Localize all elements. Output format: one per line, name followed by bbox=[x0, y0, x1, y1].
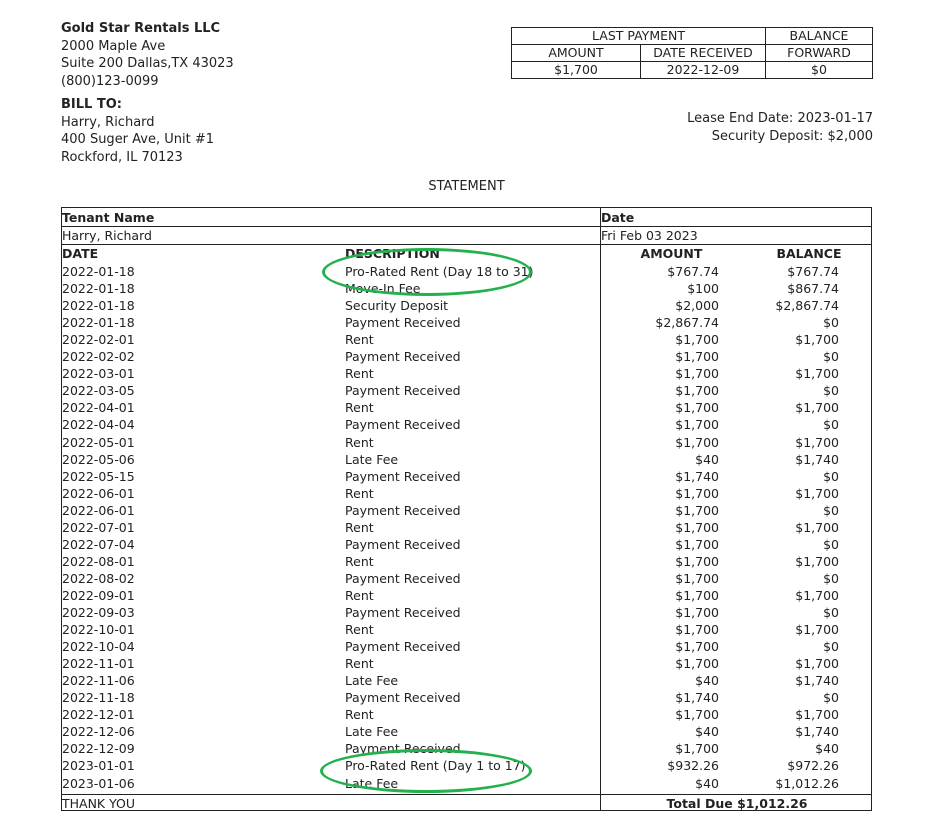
row-amount: $40 bbox=[695, 673, 719, 689]
row-balance: $0 bbox=[823, 383, 839, 399]
row-balance: $0 bbox=[823, 536, 839, 552]
date-label: Date bbox=[601, 210, 635, 225]
bill-to-name: Harry, Richard bbox=[61, 114, 155, 130]
table-row bbox=[62, 536, 871, 553]
row-description: Payment Received bbox=[345, 639, 461, 655]
row-balance: $0 bbox=[823, 468, 839, 484]
row-balance: $0 bbox=[823, 315, 839, 331]
row-amount: $1,700 bbox=[675, 605, 719, 620]
table-row bbox=[62, 331, 871, 348]
table-row bbox=[62, 638, 871, 655]
row-description: Pro-Rated Rent (Day 18 to 31) bbox=[345, 264, 534, 279]
row-balance: $0 bbox=[823, 639, 839, 655]
row-description: Payment Received bbox=[345, 536, 461, 552]
row-balance: $1,700 bbox=[795, 622, 839, 638]
row-balance: $1,012.26 bbox=[775, 775, 839, 791]
row-amount: $1,700 bbox=[675, 332, 719, 348]
row-description: Rent bbox=[345, 434, 374, 450]
statement-title: STATEMENT bbox=[428, 179, 505, 194]
row-amount: $932.26 bbox=[667, 758, 719, 774]
row-amount: $1,700 bbox=[675, 639, 719, 655]
row-description: Rent bbox=[345, 656, 374, 672]
row-description: Rent bbox=[345, 366, 374, 382]
last-payment-date: 2022-12-09 bbox=[641, 62, 766, 79]
row-amount: $1,700 bbox=[675, 400, 719, 416]
row-description: Rent bbox=[345, 485, 374, 501]
row-amount: $1,740 bbox=[675, 690, 719, 706]
row-date: 2022-08-02 bbox=[62, 570, 135, 586]
balance-forward-value: $0 bbox=[766, 62, 873, 79]
row-date: 2022-08-01 bbox=[62, 553, 135, 569]
table-row bbox=[62, 587, 871, 604]
row-amount: $1,700 bbox=[675, 536, 719, 552]
row-description: Rent bbox=[345, 587, 374, 603]
row-date: 2022-11-06 bbox=[62, 673, 135, 689]
row-amount: $1,700 bbox=[675, 485, 719, 501]
row-amount: $1,700 bbox=[675, 519, 719, 535]
row-balance: $1,700 bbox=[795, 553, 839, 569]
row-date: 2022-01-18 bbox=[62, 315, 135, 331]
col-date-header: DATE bbox=[62, 246, 99, 261]
highlight-circle-top bbox=[322, 248, 532, 296]
col-amount-header: AMOUNT bbox=[640, 246, 703, 261]
row-description: Rent bbox=[345, 707, 374, 723]
row-date: 2022-09-03 bbox=[62, 605, 135, 620]
tenant-label-row bbox=[62, 209, 871, 226]
row-balance: $0 bbox=[823, 570, 839, 586]
table-row bbox=[62, 502, 871, 519]
row-balance: $0 bbox=[823, 349, 839, 365]
row-amount: $1,700 bbox=[675, 502, 719, 518]
row-balance: $972.26 bbox=[787, 758, 839, 774]
row-description: Late Fee bbox=[345, 673, 399, 689]
row-date: 2022-09-01 bbox=[62, 587, 135, 603]
row-amount: $1,700 bbox=[675, 741, 719, 757]
table-row bbox=[62, 451, 871, 468]
row-description: Payment Received bbox=[345, 315, 461, 331]
row-balance: $0 bbox=[823, 502, 839, 518]
row-description: Rent bbox=[345, 400, 374, 416]
row-date: 2022-12-09 bbox=[62, 741, 135, 757]
table-row bbox=[62, 672, 871, 689]
row-amount: $40 bbox=[695, 451, 719, 467]
company-name: Gold Star Rentals LLC bbox=[61, 21, 221, 36]
row-description: Payment Received bbox=[345, 690, 461, 706]
last-payment-amount: $1,700 bbox=[512, 62, 641, 79]
row-description: Payment Received bbox=[345, 605, 461, 620]
row-amount: $767.74 bbox=[667, 264, 719, 279]
row-date: 2022-10-04 bbox=[62, 639, 135, 655]
row-description: Late Fee bbox=[345, 775, 399, 791]
row-date: 2022-01-18 bbox=[62, 264, 135, 279]
row-balance: $1,700 bbox=[795, 434, 839, 450]
row-amount: $1,740 bbox=[675, 468, 719, 484]
table-row bbox=[62, 689, 871, 706]
row-amount: $1,700 bbox=[675, 707, 719, 723]
row-date: 2022-06-01 bbox=[62, 502, 135, 518]
row-balance: $1,700 bbox=[795, 332, 839, 348]
row-balance: $2,867.74 bbox=[775, 298, 839, 314]
row-balance: $0 bbox=[823, 605, 839, 620]
bill-to-address-1: 400 Suger Ave, Unit #1 bbox=[61, 132, 215, 147]
row-amount: $40 bbox=[695, 775, 719, 791]
table-row bbox=[62, 382, 871, 399]
row-amount: $1,700 bbox=[675, 553, 719, 569]
table-row bbox=[62, 348, 871, 365]
row-date: 2022-05-01 bbox=[62, 434, 135, 450]
row-description: Payment Received bbox=[345, 741, 461, 757]
table-row bbox=[62, 723, 871, 740]
footer-row bbox=[62, 795, 871, 812]
table-row bbox=[62, 297, 871, 314]
row-amount: $1,700 bbox=[675, 622, 719, 638]
row-description: Pro-Rated Rent (Day 1 to 17) bbox=[345, 758, 526, 774]
row-date: 2022-06-01 bbox=[62, 485, 135, 501]
row-description: Move-In Fee bbox=[345, 281, 421, 297]
lease-info bbox=[687, 110, 873, 145]
row-description: Payment Received bbox=[345, 468, 461, 484]
row-date: 2022-05-06 bbox=[62, 451, 135, 467]
table-row bbox=[62, 416, 871, 433]
row-balance: $1,700 bbox=[795, 485, 839, 501]
company-address-2: Suite 200 Dallas,TX 43023 bbox=[61, 56, 234, 71]
statement-date-value: Fri Feb 03 2023 bbox=[601, 228, 698, 243]
row-balance: $0 bbox=[823, 690, 839, 706]
tenant-value-row bbox=[62, 227, 871, 244]
row-date: 2022-07-01 bbox=[62, 519, 135, 535]
bill-to bbox=[61, 96, 214, 166]
row-description: Payment Received bbox=[345, 383, 461, 399]
row-balance: $1,700 bbox=[795, 519, 839, 535]
row-description: Rent bbox=[345, 332, 374, 348]
row-balance: $867.74 bbox=[787, 281, 839, 297]
table-row bbox=[62, 621, 871, 638]
row-date: 2022-01-18 bbox=[62, 298, 135, 314]
row-description: Late Fee bbox=[345, 724, 399, 740]
row-balance: $767.74 bbox=[787, 264, 839, 279]
highlight-circle-bottom bbox=[320, 749, 532, 793]
row-date: 2022-11-18 bbox=[62, 690, 135, 706]
row-description: Security Deposit bbox=[345, 298, 449, 314]
row-amount: $2,000 bbox=[675, 298, 719, 314]
row-date: 2022-10-01 bbox=[62, 622, 135, 638]
row-date: 2022-03-01 bbox=[62, 366, 135, 382]
table-row bbox=[62, 314, 871, 331]
balance-forward-label-1: BALANCE bbox=[766, 28, 873, 45]
row-date: 2022-03-05 bbox=[62, 383, 135, 399]
row-description: Payment Received bbox=[345, 502, 461, 518]
row-description: Payment Received bbox=[345, 570, 461, 586]
row-date: 2022-02-01 bbox=[62, 332, 135, 348]
table-row bbox=[62, 485, 871, 502]
bill-to-label: BILL TO: bbox=[61, 97, 122, 112]
row-balance: $1,740 bbox=[795, 724, 839, 740]
lease-end-date: Lease End Date: 2023-01-17 bbox=[687, 111, 873, 126]
row-date: 2022-04-04 bbox=[62, 417, 135, 433]
table-row bbox=[62, 399, 871, 416]
bill-to-address-2: Rockford, IL 70123 bbox=[61, 149, 183, 165]
table-row bbox=[62, 655, 871, 672]
table-row bbox=[62, 604, 871, 621]
table-row bbox=[62, 570, 871, 587]
row-description: Rent bbox=[345, 519, 374, 535]
company-address-1: 2000 Maple Ave bbox=[61, 38, 166, 54]
row-description: Late Fee bbox=[345, 451, 399, 467]
row-date: 2022-01-18 bbox=[62, 281, 135, 297]
col-description-header: DESCRIPTION bbox=[345, 246, 440, 261]
row-balance: $1,700 bbox=[795, 366, 839, 382]
row-date: 2022-12-01 bbox=[62, 707, 135, 723]
total-due: Total Due $1,012.26 bbox=[666, 796, 808, 811]
table-row bbox=[62, 706, 871, 723]
table-row bbox=[62, 468, 871, 485]
row-date: 2023-01-06 bbox=[62, 775, 135, 791]
statement-table bbox=[61, 207, 872, 811]
row-description: Rent bbox=[345, 622, 374, 638]
row-date: 2022-12-06 bbox=[62, 724, 135, 740]
company-info bbox=[61, 20, 234, 90]
last-payment-amount-label: AMOUNT bbox=[512, 45, 641, 62]
last-payment-header: LAST PAYMENT bbox=[512, 28, 766, 45]
row-date: 2023-01-01 bbox=[62, 758, 135, 774]
row-amount: $1,700 bbox=[675, 383, 719, 399]
row-date: 2022-04-01 bbox=[62, 400, 135, 416]
row-balance: $40 bbox=[815, 741, 839, 757]
row-description: Rent bbox=[345, 553, 374, 569]
table-row bbox=[62, 519, 871, 536]
tenant-name-label: Tenant Name bbox=[62, 210, 155, 225]
row-balance: $0 bbox=[823, 417, 839, 433]
col-balance-header: BALANCE bbox=[776, 246, 842, 261]
row-amount: $1,700 bbox=[675, 417, 719, 433]
table-row bbox=[62, 553, 871, 570]
security-deposit: Security Deposit: $2,000 bbox=[711, 128, 873, 144]
row-balance: $1,700 bbox=[795, 707, 839, 723]
row-amount: $100 bbox=[687, 281, 719, 297]
row-description: Payment Received bbox=[345, 349, 461, 365]
row-balance: $1,740 bbox=[795, 673, 839, 689]
row-amount: $1,700 bbox=[675, 656, 719, 672]
balance-forward-label-2: FORWARD bbox=[766, 45, 873, 62]
row-date: 2022-02-02 bbox=[62, 349, 135, 365]
row-amount: $1,700 bbox=[675, 570, 719, 586]
row-description: Payment Received bbox=[345, 417, 461, 433]
table-row bbox=[62, 434, 871, 451]
row-balance: $1,700 bbox=[795, 656, 839, 672]
last-payment-date-label: DATE RECEIVED bbox=[641, 45, 766, 62]
row-amount: $1,700 bbox=[675, 349, 719, 365]
row-amount: $40 bbox=[695, 724, 719, 740]
row-date: 2022-07-04 bbox=[62, 536, 135, 552]
thank-you-text: THANK YOU bbox=[62, 796, 136, 811]
last-payment-table bbox=[511, 27, 873, 79]
row-amount: $2,867.74 bbox=[655, 315, 719, 331]
row-date: 2022-11-01 bbox=[62, 656, 135, 672]
row-balance: $1,700 bbox=[795, 587, 839, 603]
company-phone: (800)123-0099 bbox=[61, 73, 159, 89]
table-row bbox=[62, 365, 871, 382]
row-amount: $1,700 bbox=[675, 587, 719, 603]
row-balance: $1,700 bbox=[795, 400, 839, 416]
row-balance: $1,740 bbox=[795, 451, 839, 467]
tenant-name-value: Harry, Richard bbox=[62, 228, 152, 243]
row-amount: $1,700 bbox=[675, 366, 719, 382]
row-date: 2022-05-15 bbox=[62, 468, 135, 484]
row-amount: $1,700 bbox=[675, 434, 719, 450]
